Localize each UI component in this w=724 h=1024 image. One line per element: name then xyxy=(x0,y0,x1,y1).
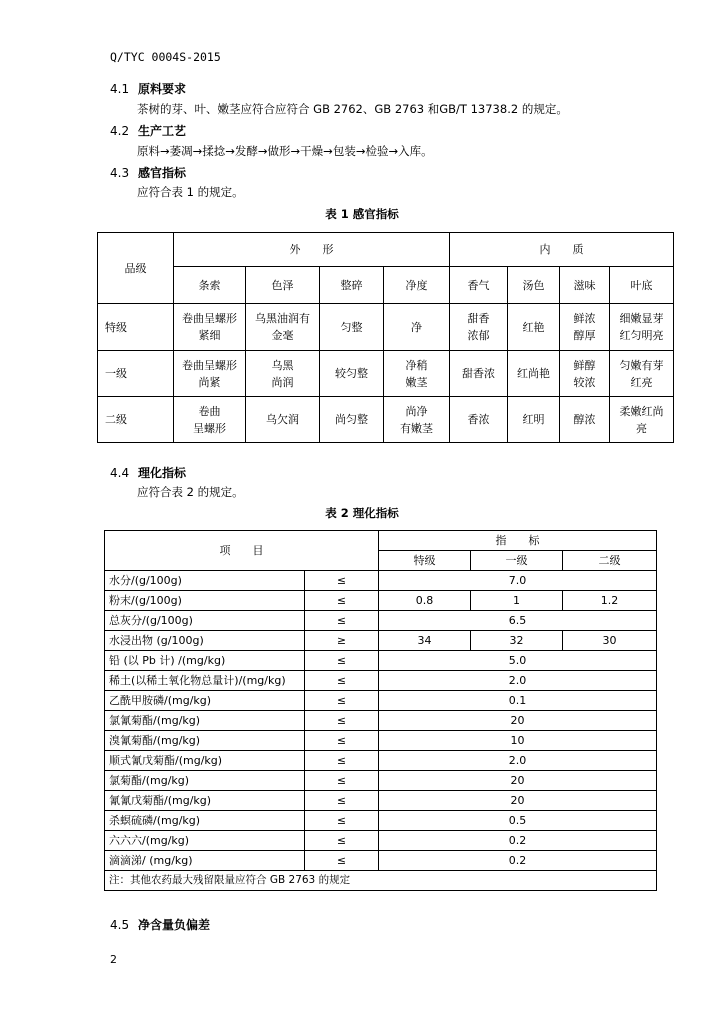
value-cell: 20 xyxy=(379,711,657,731)
table-cell xyxy=(508,351,560,397)
operator-cell: ≤ xyxy=(305,731,379,751)
table-cell xyxy=(174,397,246,443)
cell-line: 浓郁 xyxy=(467,329,490,342)
section-4-1-body: 茶树的芽、叶、嫩茎应符合应符合 GB 2762、GB 2763 和GB/T 13738.2 的规定。 xyxy=(137,102,568,116)
table-cell xyxy=(320,397,384,443)
value-cell: 0.5 xyxy=(379,811,657,831)
value-cell: 0.2 xyxy=(379,831,657,851)
table-cell xyxy=(560,351,610,397)
table-row xyxy=(105,751,657,771)
operator-cell: ≤ xyxy=(305,791,379,811)
section-4-4-body: 应符合表 2 的规定。 xyxy=(137,485,244,499)
table-note: 注：其他农药最大残留限量应符合 GB 2763 的规定 xyxy=(105,871,657,891)
column-header: 汤色 xyxy=(508,267,560,304)
index-header: 指 标 xyxy=(379,531,657,551)
grade-header: 特级 xyxy=(379,551,471,571)
item-cell: 水浸出物 (g/100g) xyxy=(105,631,305,651)
sensory-table xyxy=(97,232,674,443)
operator-cell: ≤ xyxy=(305,711,379,731)
table-row xyxy=(98,304,674,351)
cell-line: 鲜醇 xyxy=(573,358,596,372)
item-cell: 氯氰菊酯/(mg/kg) xyxy=(105,711,305,731)
cell-line: 匀整 xyxy=(340,320,363,334)
value-cell: 1.2 xyxy=(563,591,657,611)
value-cell: 7.0 xyxy=(379,571,657,591)
item-cell: 铅 (以 Pb 计) /(mg/kg) xyxy=(105,651,305,671)
item-cell: 杀螟硫磷/(mg/kg) xyxy=(105,811,305,831)
section-4-4-heading xyxy=(110,464,186,481)
cell-line: 甜香浓 xyxy=(462,367,495,380)
section-4-3-heading xyxy=(110,164,186,181)
value-cell: 0.2 xyxy=(379,851,657,871)
operator-cell: ≤ xyxy=(305,591,379,611)
item-cell: 水分/(g/100g) xyxy=(105,571,305,591)
section-4-5-heading xyxy=(110,916,210,933)
value-cell: 2.0 xyxy=(379,751,657,771)
cell-line: 匀嫩有芽 xyxy=(619,358,664,372)
value-cell: 2.0 xyxy=(379,671,657,691)
table-cell xyxy=(320,304,384,351)
item-cell: 顺式氰戊菊酯/(mg/kg) xyxy=(105,751,305,771)
column-header: 净度 xyxy=(384,267,450,304)
section-title: 理化指标 xyxy=(138,466,187,480)
cell-line: 呈螺形 xyxy=(193,421,226,435)
table-row xyxy=(105,611,657,631)
cell-line: 甜香 xyxy=(467,312,490,325)
item-cell: 乙酰甲胺磷/(mg/kg) xyxy=(105,691,305,711)
section-4-2-heading xyxy=(110,122,186,139)
column-header: 滋味 xyxy=(560,267,610,304)
table-cell xyxy=(174,351,246,397)
cell-line: 卷曲呈螺形 xyxy=(182,312,237,325)
section-4-1-heading xyxy=(110,80,186,97)
table-cell xyxy=(560,397,610,443)
item-cell: 粉末/(g/100g) xyxy=(105,591,305,611)
cell-line: 亮 xyxy=(636,421,647,435)
table-row xyxy=(105,791,657,811)
section-4-3-body: 应符合表 1 的规定。 xyxy=(137,185,244,199)
operator-cell: ≤ xyxy=(305,771,379,791)
cell-line: 红亮 xyxy=(630,375,653,389)
item-cell: 氰氰戊菊酯/(mg/kg) xyxy=(105,791,305,811)
section-number: 4.3 xyxy=(110,166,130,180)
item-cell: 稀土(以稀土氧化物总量计)/(mg/kg) xyxy=(105,671,305,691)
section-number: 4.5 xyxy=(110,918,130,932)
table-cell xyxy=(320,351,384,397)
value-cell: 32 xyxy=(471,631,563,651)
operator-cell: ≤ xyxy=(305,811,379,831)
table-row xyxy=(105,631,657,651)
column-header: 香气 xyxy=(450,267,508,304)
section-title: 净含量负偏差 xyxy=(138,918,211,932)
item-cell: 六六六/(mg/kg) xyxy=(105,831,305,851)
table-row xyxy=(105,651,657,671)
cell-line: 红艳 xyxy=(522,320,545,334)
grade-header: 品级 xyxy=(98,233,174,304)
cell-line: 尚匀整 xyxy=(335,413,368,426)
table-cell xyxy=(246,304,320,351)
column-header: 叶底 xyxy=(610,267,674,304)
value-cell: 0.1 xyxy=(379,691,657,711)
table-cell xyxy=(450,397,508,443)
cell-line: 乌黑油润有 xyxy=(255,312,310,325)
value-cell: 10 xyxy=(379,731,657,751)
cell-line: 卷曲 xyxy=(198,404,221,418)
table-row xyxy=(105,831,657,851)
cell-line: 香浓 xyxy=(467,413,490,426)
cell-line: 红匀明亮 xyxy=(619,329,664,342)
section-number: 4.2 xyxy=(110,124,130,138)
cell-line: 有嫩茎 xyxy=(400,421,433,435)
section-number: 4.4 xyxy=(110,466,130,480)
table-cell xyxy=(174,304,246,351)
table-cell xyxy=(508,304,560,351)
value-cell: 20 xyxy=(379,771,657,791)
value-cell: 6.5 xyxy=(379,611,657,631)
operator-cell: ≥ xyxy=(305,631,379,651)
cell-line: 醇浓 xyxy=(573,413,596,426)
table-row xyxy=(105,811,657,831)
table-cell xyxy=(246,351,320,397)
cell-line: 尚紧 xyxy=(198,375,221,389)
operator-cell: ≤ xyxy=(305,751,379,771)
section-4-2-body: 原料→萎凋→揉捻→发酵→做形→干燥→包装→检验→入库。 xyxy=(137,144,433,158)
cell-line: 净 xyxy=(411,320,422,334)
table-row xyxy=(105,771,657,791)
grade-cell: 特级 xyxy=(98,304,174,351)
table-row xyxy=(105,851,657,871)
table-row xyxy=(98,397,674,443)
cell-line: 红明 xyxy=(522,413,545,426)
item-cell: 溴氰菊酯/(mg/kg) xyxy=(105,731,305,751)
value-cell: 1 xyxy=(471,591,563,611)
table-cell xyxy=(384,397,450,443)
column-header: 整碎 xyxy=(320,267,384,304)
cell-line: 细嫩显芽 xyxy=(619,312,664,325)
table-row xyxy=(105,711,657,731)
table-cell xyxy=(610,304,674,351)
cell-line: 尚净 xyxy=(405,404,428,418)
operator-cell: ≤ xyxy=(305,611,379,631)
table-row xyxy=(105,571,657,591)
column-header: 色泽 xyxy=(246,267,320,304)
grade-header: 二级 xyxy=(563,551,657,571)
operator-cell: ≤ xyxy=(305,691,379,711)
table-row xyxy=(105,591,657,611)
item-header: 项 目 xyxy=(105,531,379,571)
item-cell: 总灰分/(g/100g) xyxy=(105,611,305,631)
table1-caption: 表 1 感官指标 xyxy=(325,207,399,221)
operator-cell: ≤ xyxy=(305,851,379,871)
table-cell xyxy=(450,351,508,397)
cell-line: 紧细 xyxy=(198,329,221,342)
grade-header: 一级 xyxy=(471,551,563,571)
value-cell: 0.8 xyxy=(379,591,471,611)
page-number: 2 xyxy=(110,953,117,966)
cell-line: 卷曲呈螺形 xyxy=(182,358,237,372)
table-cell xyxy=(508,397,560,443)
section-title: 感官指标 xyxy=(138,166,187,180)
operator-cell: ≤ xyxy=(305,671,379,691)
physicochemical-table xyxy=(104,530,657,891)
operator-cell: ≤ xyxy=(305,571,379,591)
cell-line: 较匀整 xyxy=(335,367,368,380)
table-row xyxy=(98,351,674,397)
cell-line: 净稍 xyxy=(405,358,428,372)
cell-line: 嫩茎 xyxy=(405,375,428,389)
cell-line: 金毫 xyxy=(271,329,294,342)
value-cell: 20 xyxy=(379,791,657,811)
cell-line: 乌欠润 xyxy=(266,413,299,426)
table-cell xyxy=(610,351,674,397)
cell-line: 尚润 xyxy=(271,375,294,389)
section-title: 生产工艺 xyxy=(138,124,187,138)
operator-cell: ≤ xyxy=(305,651,379,671)
table-row xyxy=(105,691,657,711)
table-cell xyxy=(384,304,450,351)
table-row xyxy=(105,731,657,751)
appearance-group-header: 外 形 xyxy=(174,233,450,267)
table-cell xyxy=(560,304,610,351)
column-header: 条索 xyxy=(174,267,246,304)
item-cell: 氯菊酯/(mg/kg) xyxy=(105,771,305,791)
cell-line: 较浓 xyxy=(573,375,596,389)
cell-line: 醇厚 xyxy=(573,329,596,342)
table2-caption: 表 2 理化指标 xyxy=(325,506,399,520)
quality-group-header: 内 质 xyxy=(450,233,674,267)
section-number: 4.1 xyxy=(110,82,130,96)
table-cell xyxy=(246,397,320,443)
table-cell xyxy=(384,351,450,397)
cell-line: 红尚艳 xyxy=(517,367,550,380)
cell-line: 乌黑 xyxy=(271,358,294,372)
operator-cell: ≤ xyxy=(305,831,379,851)
cell-line: 鲜浓 xyxy=(573,312,596,325)
section-title: 原料要求 xyxy=(138,82,187,96)
grade-cell: 二级 xyxy=(98,397,174,443)
value-cell: 5.0 xyxy=(379,651,657,671)
document-code: Q/TYC 0004S-2015 xyxy=(110,50,221,64)
value-cell: 30 xyxy=(563,631,657,651)
grade-cell: 一级 xyxy=(98,351,174,397)
table-cell xyxy=(450,304,508,351)
item-cell: 滴滴涕/ (mg/kg) xyxy=(105,851,305,871)
cell-line: 柔嫩红尚 xyxy=(619,404,664,418)
table-row xyxy=(105,671,657,691)
table-cell xyxy=(610,397,674,443)
value-cell: 34 xyxy=(379,631,471,651)
